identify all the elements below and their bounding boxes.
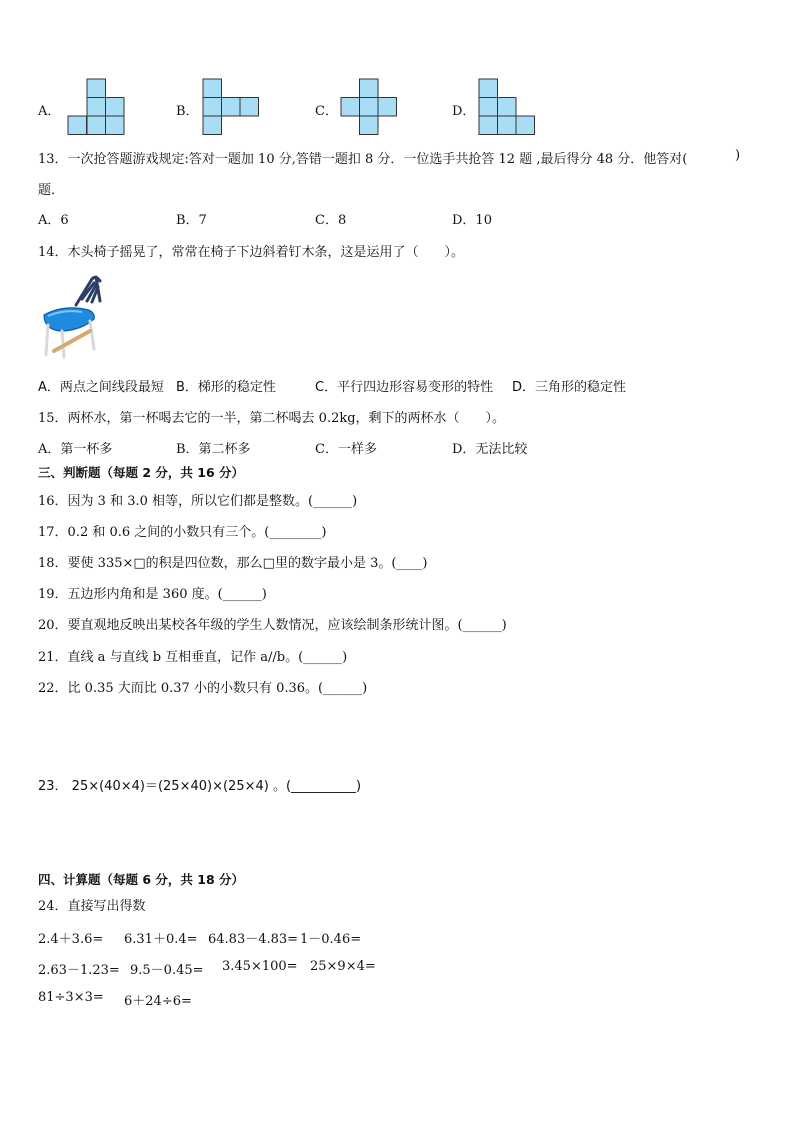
calc-item: 6.31＋0.4= [124,932,198,947]
calc-item: 2.63－1.23= [38,963,120,978]
q13-option-a: A．6 [38,213,69,228]
cube-net-a-icon [67,78,127,136]
q15-option-a: A．第一杯多 [38,442,113,457]
question-13-paren-close: ) [735,148,741,163]
question-24-title: 24．直接写出得数 [38,899,146,914]
cube-net-b-icon [202,78,262,136]
question-20: 20．要直观地反映出某校各年级的学生人数情况，应该绘制条形统计图。(______) [38,618,507,633]
question-19: 19．五边形内角和是 360 度。(______) [38,587,267,602]
q14-option-a: A．两点之间线段最短 [38,380,164,395]
question-21: 21．直线 a 与直线 b 互相垂直，记作 a//b。(______) [38,650,348,665]
calc-item: 64.83－4.83= [208,932,299,947]
option-d-label: D． [452,104,476,119]
cube-net-d-icon [478,78,538,136]
question-22: 22．比 0.35 大而比 0.37 小的小数只有 0.36。(______) [38,681,368,696]
q15-option-d: D．无法比较 [452,442,528,457]
question-17: 17．0.2 和 0.6 之间的小数只有三个。(________) [38,525,327,540]
calc-item: 6＋24÷6= [124,994,192,1009]
option-c-label: C． [315,104,338,119]
section-4-heading: 四、计算题（每题 6 分，共 18 分） [38,872,245,887]
calc-item: 3.45×100= [222,959,298,974]
q15-option-b: B．第二杯多 [176,442,251,457]
q13-option-b: B．7 [176,213,207,228]
calc-item: 2.4＋3.6= [38,932,104,947]
option-a-label: A． [38,104,61,119]
question-15-text: 15．两杯水，第一杯喝去它的一半，第二杯喝去 0.2kg，剩下的两杯水（ ）。 [38,411,506,426]
calc-item: 25×9×4= [310,959,376,974]
q14-option-b: B．梯形的稳定性 [176,380,276,395]
calc-item: 1－0.46= [300,932,362,947]
cube-net-c-icon [340,78,400,136]
q14-option-c: C．平行四边形容易变形的特性 [315,380,494,395]
question-14-text: 14．木头椅子摇晃了，常常在椅子下边斜着钉木条，这是运用了（ ）。 [38,245,465,260]
question-23: 23． 25×(40×4)＝(25×40)×(25×4) 。(__________) [38,779,362,794]
q13-option-d: D．10 [452,213,492,228]
calc-item: 9.5－0.45= [130,963,204,978]
question-16: 16．因为 3 和 3.0 相等，所以它们都是整数。(______) [38,494,358,509]
question-13-text: 13．一次抢答题游戏规定:答对一题加 10 分,答错一题扣 8 分．一位选手共抢答 12 题 ,最后得分 48 分．他答对( [38,152,688,167]
q15-option-c: C．一样多 [315,442,377,457]
calc-item: 81÷3×3= [38,990,104,1005]
option-b-label: B． [176,104,199,119]
question-13-text-cont: 题． [38,183,65,198]
chair-icon [40,275,108,363]
question-18: 18．要使 335×□的积是四位数，那么□里的数字最小是 3。(____) [38,556,428,571]
q13-option-c: C．8 [315,213,347,228]
section-3-heading: 三、判断题（每题 2 分，共 16 分） [38,465,245,480]
q14-option-d: D．三角形的稳定性 [512,380,627,395]
